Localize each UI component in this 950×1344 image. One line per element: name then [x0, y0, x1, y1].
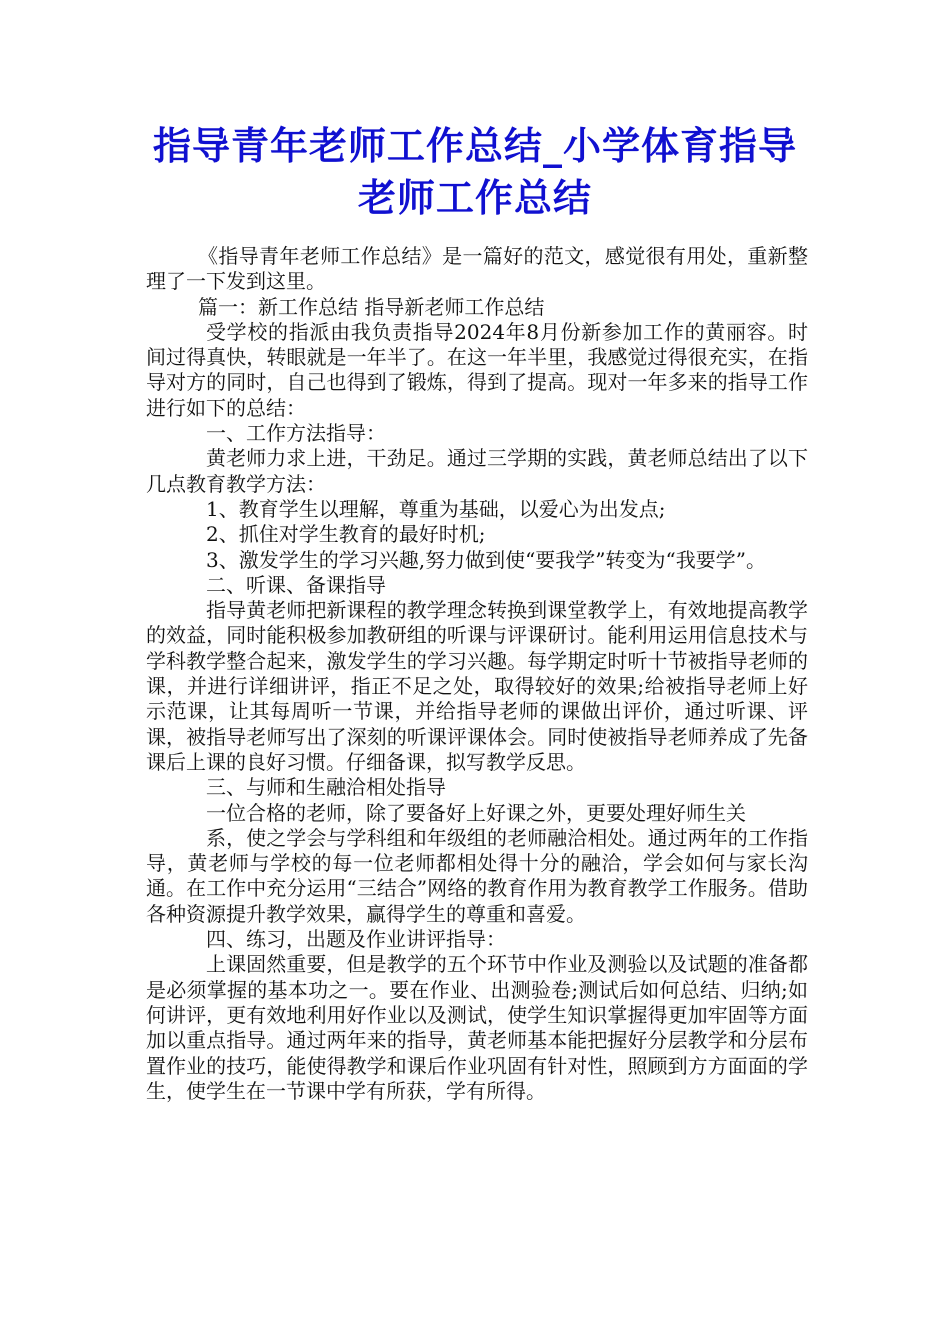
body-paragraph: 系，使之学会与学科组和年级组的老师融洽相处。通过两年的工作指导，黄老师与学校的每一位老师都相处得十分的融洽，学会如何与家长沟通。在工作中充分运用“三结合”网络的教育作用为教育教学工作服务。借助各种资源提升教学效果，赢得学生的尊重和喜爱。: [146, 825, 808, 926]
body-paragraph: 黄老师力求上进，干劲足。通过三学期的实践，黄老师总结出了以下几点教育教学方法：: [146, 446, 808, 496]
body-paragraph: 上课固然重要，但是教学的五个环节中作业及测验以及试题的准备都是必须掌握的基本功之一。要在作业、出测验卷;测试后如何总结、归纳;如何讲评，更有效地利用好作业以及测试，使学生知识掌握得更加牢固等方面加以重点指导。通过两年来的指导，黄老师基本能把握好分层教学和分层布置作业的技巧，能使得教学和课后作业巩固有针对性，照顾到方方面面的学生，使学生在一节课中学有所获，学有所得。: [146, 952, 808, 1103]
intro-paragraph: 《指导青年老师工作总结》是一篇好的范文，感觉很有用处，重新整理了一下发到这里。: [146, 244, 808, 294]
document-body: [146, 244, 808, 1104]
section-heading: 四、练习，出题及作业讲评指导：: [206, 927, 506, 952]
section-heading: 三、与师和生融洽相处指导: [206, 775, 446, 800]
list-item: 2、抓住对学生教育的最好时机;: [206, 522, 486, 547]
section-heading-part-one: 篇一：新工作总结 指导新老师工作总结: [198, 294, 545, 319]
body-paragraph: 一位合格的老师，除了要备好上好课之外，更要处理好师生关: [206, 800, 746, 825]
body-paragraph: 指导黄老师把新课程的教学理念转换到课堂教学上，有效地提高教学的效益，同时能积极参加教研组的听课与评课研讨。能利用运用信息技术与学科教学整合起来，激发学生的学习兴趣。每学期定时听十节被指导老师的课，并进行详细讲评，指正不足之处，取得较好的效果;给被指导老师上好示范课，让其每周听一节课，并给指导老师的课做出评价，通过听课、评课，被指导老师写出了深刻的听课评课体会。同时使被指导老师养成了先备课后上课的良好习惯。仔细备课，拟写教学反思。: [146, 598, 808, 774]
document-title: 指导青年老师工作总结_小学体育指导老师工作总结: [152, 124, 797, 220]
section-heading: 二、听课、备课指导: [206, 572, 386, 597]
body-paragraph: 受学校的指派由我负责指导2024年8月份新参加工作的黄丽容。时间过得真快，转眼就是一年半了。在这一年半里，我感觉过得很充实，在指导对方的同时，自己也得到了锻炼，得到了提高。现对一年多来的指导工作进行如下的总结：: [146, 319, 808, 420]
section-heading: 一、工作方法指导：: [206, 421, 386, 446]
list-item: 1、教育学生以理解，尊重为基础，以爱心为出发点;: [206, 496, 666, 521]
list-item: 3、激发学生的学习兴趣,努力做到使“要我学”转变为“我要学”。: [206, 547, 766, 572]
